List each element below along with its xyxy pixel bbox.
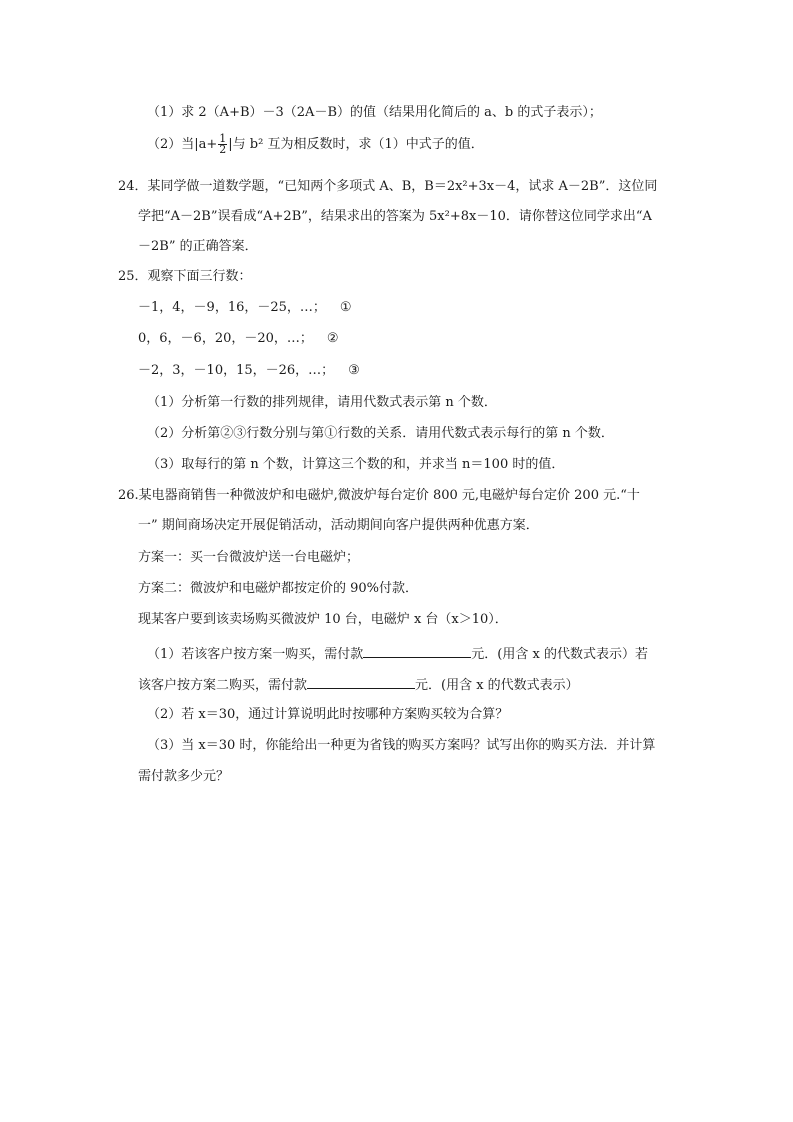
answer-blank-plan2[interactable] — [307, 674, 415, 689]
q23-part2-pre: （2）当|a+ — [147, 137, 218, 152]
q24-line2: 学把“A－2B”误看成“A+2B”，结果求出的答案为 5x²+8x－10．请你替这位同学求出“A — [138, 209, 652, 224]
q26-sub3-line1: （3）当 x＝30 时，你能给出一种更为省钱的购买方案吗？试写出你的购买方法．并计算 — [147, 738, 656, 753]
q26-sub1-text-c: 该客户按方案二购买，需付款 — [138, 678, 308, 693]
q26-plan2: 方案二：微波炉和电磁炉都按定价的 90%付款． — [138, 581, 419, 596]
q26-line1: 26.某电器商销售一种微波炉和电磁炉,微波炉每台定价 800 元,电磁炉每台定价 200 元.“十 — [118, 488, 640, 503]
fraction-denominator: 2 — [219, 143, 227, 156]
q24-line3: －2B” 的正确答案． — [138, 239, 258, 254]
fraction-numerator: 1 — [219, 132, 227, 145]
q26-sub1-line1 — [147, 643, 648, 664]
q26-sub1-line2 — [138, 674, 579, 695]
q26-requirement: 现某客户要到该卖场购买微波炉 10 台，电磁炉 x 台（x＞10）． — [138, 612, 508, 627]
q23-part2-post: |与 b² 互为相反数时，求（1）中式子的值． — [228, 137, 484, 152]
circled-three-icon: ③ — [348, 363, 360, 378]
q25-row3-numbers: －2，3，－10，15，－26，…； — [138, 363, 335, 378]
q25-row3 — [138, 362, 360, 380]
q26-sub1-text-a: （1）若该客户按方案一购买，需付款 — [147, 647, 364, 662]
q25-row2-numbers: 0，6，－6，20，－20，…； — [138, 331, 313, 346]
q26-sub1-text-d: 元．(用含 x 的代数式表示） — [415, 678, 579, 693]
q26-sub2: （2）若 x＝30，通过计算说明此时按哪种方案购买较为合算？ — [147, 707, 509, 722]
q25-title: 25．观察下面三行数： — [118, 269, 252, 284]
q26-sub3-line2: 需付款多少元？ — [138, 769, 230, 784]
q23-part1: （1）求 2（A+B）－3（2A－B）的值（结果用化简后的 a、b 的式子表示）； — [147, 105, 602, 120]
q26-line2: 一” 期间商场决定开展促销活动，活动期间向客户提供两种优惠方案． — [138, 518, 539, 533]
q25-row1 — [138, 299, 352, 317]
fraction-one-half — [218, 134, 227, 155]
q25-row1-numbers: －1，4，－9，16，－25，…； — [138, 300, 326, 315]
q26-plan1: 方案一：买一台微波炉送一台电磁炉； — [138, 550, 360, 565]
answer-blank-plan1[interactable] — [363, 643, 471, 658]
circled-one-icon: ① — [339, 300, 352, 315]
circled-two-icon: ② — [326, 331, 339, 346]
q25-sub3: （3）取每行的第 n 个数，计算这三个数的和，并求当 n＝100 时的值． — [147, 457, 565, 472]
q23-part2 — [147, 134, 484, 155]
q24-line1: 24．某同学做一道数学题，“已知两个多项式 A、B，B＝2x²+3x－4，试求 A－2B”．这位同 — [118, 179, 658, 194]
q25-sub2: （2）分析第②③行数分别与第①行数的关系．请用代数式表示每行的第 n 个数． — [147, 426, 614, 441]
q25-sub1: （1）分析第一行数的排列规律，请用代数式表示第 n 个数． — [147, 395, 497, 410]
q25-row2 — [138, 330, 339, 348]
q26-sub1-text-b: 元．(用含 x 的代数式表示）若 — [471, 647, 648, 662]
